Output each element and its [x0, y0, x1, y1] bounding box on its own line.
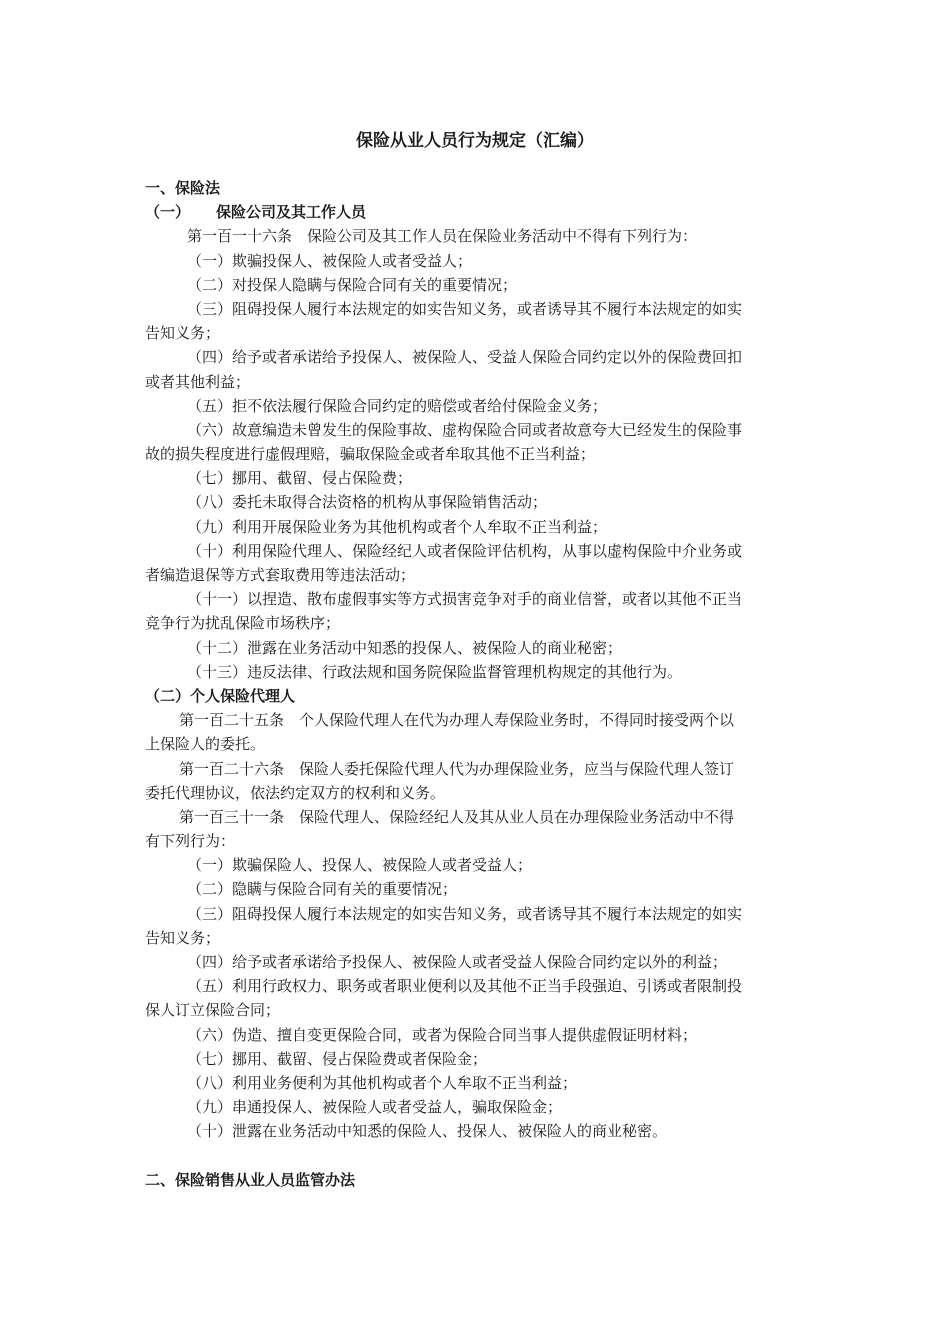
document-title: 保险从业人员行为规定（汇编）: [356, 131, 594, 151]
paragraph-line: （二）隐瞒与保险合同有关的重要情况；: [187, 880, 458, 899]
paragraph-line: 保人订立保险合同；: [145, 1001, 281, 1020]
paragraph-line: （九）串通投保人、被保险人或者受益人，骗取保险金；: [187, 1098, 563, 1117]
paragraph-line: （六）伪造、擅自变更保险合同，或者为保险合同当事人提供虚假证明材料；: [187, 1025, 698, 1044]
subsection-title: 保险公司及其工作人员: [216, 203, 367, 222]
document-body: [145, 176, 800, 1192]
paragraph-line: （六）故意编造未曾发生的保险事故、虚构保险合同或者故意夸大已经发生的保险事: [187, 420, 743, 439]
paragraph-line: （十二）泄露在业务活动中知悉的投保人、被保险人的商业秘密；: [187, 638, 623, 657]
paragraph-line: （十）利用保险代理人、保险经纪人或者保险评估机构，从事以虚构保险中介业务或: [187, 541, 743, 560]
paragraph-line: （十一）以捏造、散布虚假事实等方式损害竞争对手的商业信誉，或者以其他不正当: [187, 590, 743, 609]
paragraph-line: （八）委托未取得合法资格的机构从事保险销售活动；: [187, 493, 548, 512]
paragraph-line: 第一百一十六条 保险公司及其工作人员在保险业务活动中不得有下列行为：: [187, 227, 698, 246]
paragraph-line: （五）拒不依法履行保险合同约定的赔偿或者给付保险金义务；: [187, 396, 608, 415]
paragraph-line: 上保险人的委托。: [145, 735, 266, 754]
section-heading: 一、保险法: [145, 179, 221, 197]
paragraph-line: 委托代理协议，依法约定双方的权利和义务。: [145, 783, 446, 802]
paragraph-line: （五）利用行政权力、职务或者职业便利以及其他不正当手段强迫、引诱或者限制投: [187, 977, 743, 996]
paragraph-line: 第一百二十五条 个人保险代理人在代为办理人寿保险业务时，不得同时接受两个以: [179, 711, 735, 730]
paragraph-line: （九）利用开展保险业务为其他机构或者个人牟取不正当利益；: [187, 517, 608, 536]
paragraph-line: 有下列行为：: [145, 832, 236, 851]
paragraph-line: （四）给予或者承诺给予投保人、被保险人、受益人保险合同约定以外的保险费回扣: [187, 348, 743, 367]
paragraph-line: （七）挪用、截留、侵占保险费；: [187, 469, 413, 488]
section-heading: 二、保险销售从业人员监管办法: [145, 1170, 356, 1189]
paragraph-line: （一）欺骗保险人、投保人、被保险人或者受益人；: [187, 856, 533, 875]
paragraph-line: （三）阻碍投保人履行本法规定的如实告知义务，或者诱导其不履行本法规定的如实: [187, 904, 743, 923]
paragraph-line: （二）对投保人隐瞒与保险合同有关的重要情况；: [187, 275, 518, 294]
paragraph-line: （八）利用业务便利为其他机构或者个人牟取不正当利益；: [187, 1073, 578, 1092]
paragraph-line: 竞争行为扰乱保险市场秩序；: [145, 614, 341, 633]
paragraph-line: （四）给予或者承诺给予投保人、被保险人或者受益人保险合同约定以外的利益；: [187, 953, 728, 971]
paragraph-line: （十）泄露在业务活动中知悉的保险人、投保人、被保险人的商业秘密。: [187, 1122, 668, 1141]
subsection-heading: [145, 200, 800, 224]
spacer: [145, 1144, 800, 1168]
paragraph-line: 或者其他利益；: [145, 372, 251, 391]
paragraph-line: 告知义务；: [145, 324, 221, 343]
paragraph-line: 者编造退保等方式套取费用等违法活动；: [145, 566, 416, 584]
paragraph-line: （三）阻碍投保人履行本法规定的如实告知义务，或者诱导其不履行本法规定的如实: [187, 299, 743, 318]
paragraph-line: 第一百二十六条 保险人委托保险代理人代为办理保险业务，应当与保险代理人签订: [179, 759, 735, 778]
subsection-number: （一）: [145, 203, 191, 222]
subsection-heading: （二）个人保险代理人: [145, 686, 296, 705]
paragraph-line: （七）挪用、截留、侵占保险费或者保险金；: [187, 1049, 488, 1068]
paragraph-line: （一）欺骗投保人、被保险人或者受益人；: [187, 251, 473, 270]
paragraph-line: （十三）违反法律、行政法规和国务院保险监督管理机构规定的其他行为。: [187, 662, 683, 681]
paragraph-line: 第一百三十一条 保险代理人、保险经纪人及其从业人员在办理保险业务活动中不得: [179, 807, 735, 826]
paragraph-line: 故的损失程度进行虚假理赔，骗取保险金或者牟取其他不正当利益；: [145, 445, 596, 464]
paragraph-line: 告知义务；: [145, 928, 221, 947]
